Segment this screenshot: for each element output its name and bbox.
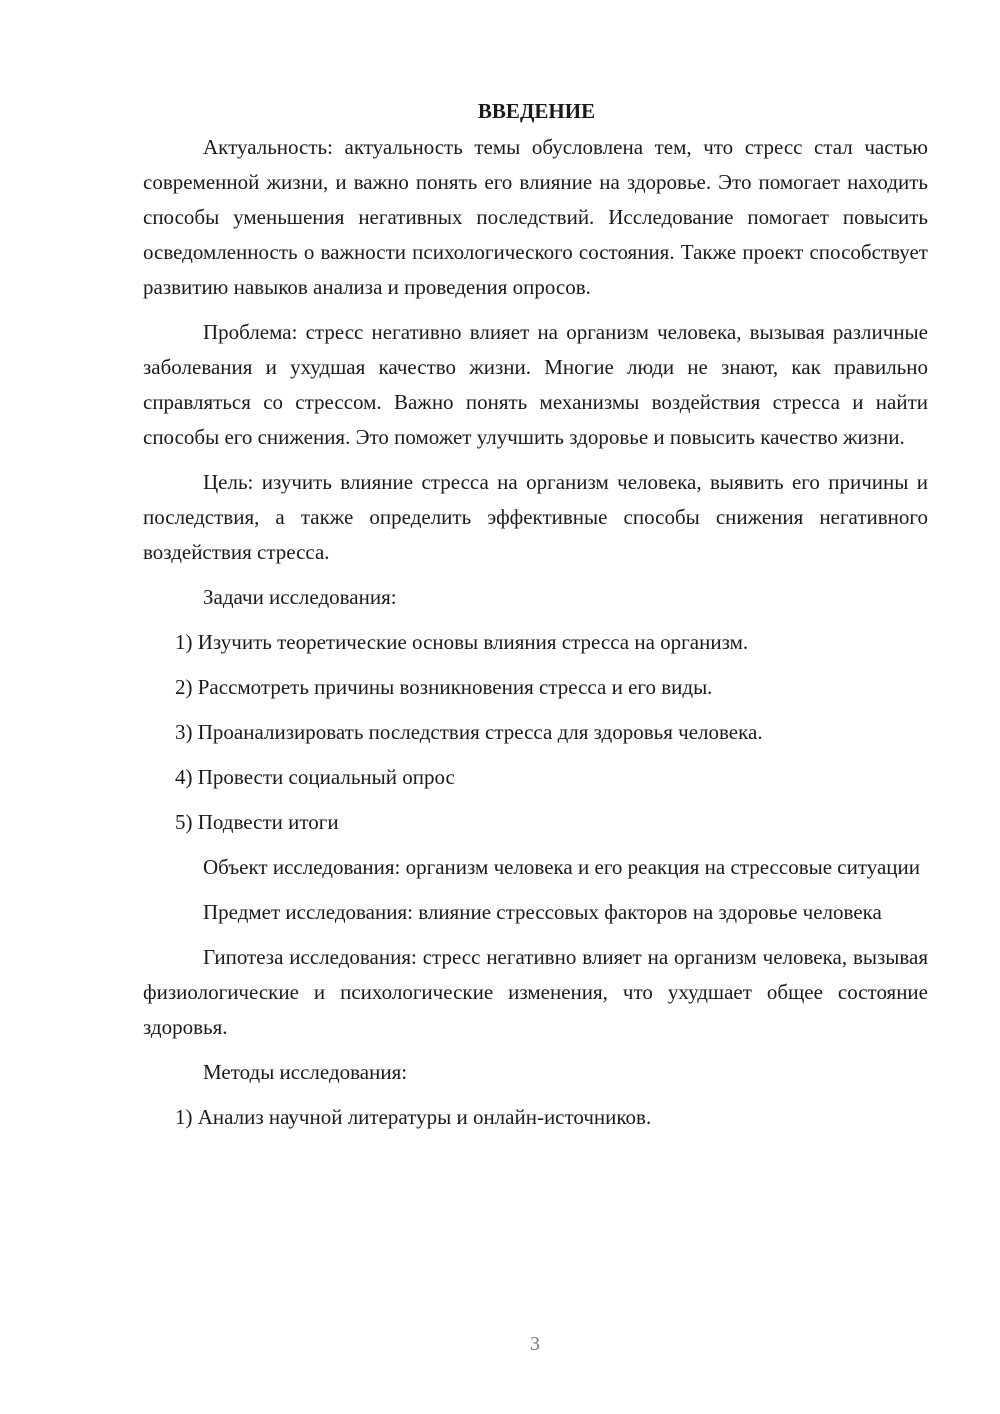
methods-label: Методы исследования: <box>203 1060 408 1084</box>
task-item: 1) Изучить теоретические основы влияния стресса на организм. <box>175 630 749 654</box>
section-title: ВВЕДЕНИЕ <box>477 99 596 123</box>
relevance-paragraph: Актуальность: актуальность темы обусловлена тем, что стресс стал частью современной жизни, и важно понять его влияние на здоровье. Это помогает находить способы уменьшения негативных последствий. Исследование помогает повысить осведомленность о важности психологического состояния. Также проект способствует развитию навыков анализа и проведения опросов. <box>143 135 928 299</box>
tasks-label: Задачи исследования: <box>203 585 397 609</box>
problem-paragraph: Проблема: стресс негативно влияет на организм человека, вызывая различные заболевания и ухудшая качество жизни. Многие люди не знают, как правильно справляться со стрессом. Важно понять механизмы воздействия стресса и найти способы его снижения. Это поможет улучшить здоровье и повысить качество жизни. <box>143 320 928 449</box>
document-page <box>143 96 928 1145</box>
task-item: 2) Рассмотреть причины возникновения стресса и его виды. <box>175 675 713 699</box>
hypothesis-paragraph: Гипотеза исследования: стресс негативно влияет на организм человека, вызывая физиологические и психологические изменения, что ухудшает общее состояние здоровья. <box>143 945 928 1039</box>
object-paragraph: Объект исследования: организм человека и его реакция на стрессовые ситуации <box>203 855 921 879</box>
task-item: 4) Провести социальный опрос <box>175 765 455 789</box>
method-item: 1) Анализ научной литературы и онлайн-источников. <box>175 1105 652 1129</box>
goal-paragraph: Цель: изучить влияние стресса на организм человека, выявить его причины и последствия, а также определить эффективные способы снижения негативного воздействия стресса. <box>143 470 928 564</box>
task-item: 3) Проанализировать последствия стресса для здоровья человека. <box>175 720 763 744</box>
subject-paragraph: Предмет исследования: влияние стрессовых факторов на здоровье человека <box>203 900 882 924</box>
page-number: 3 <box>530 1333 540 1355</box>
task-item: 5) Подвести итоги <box>175 810 339 834</box>
